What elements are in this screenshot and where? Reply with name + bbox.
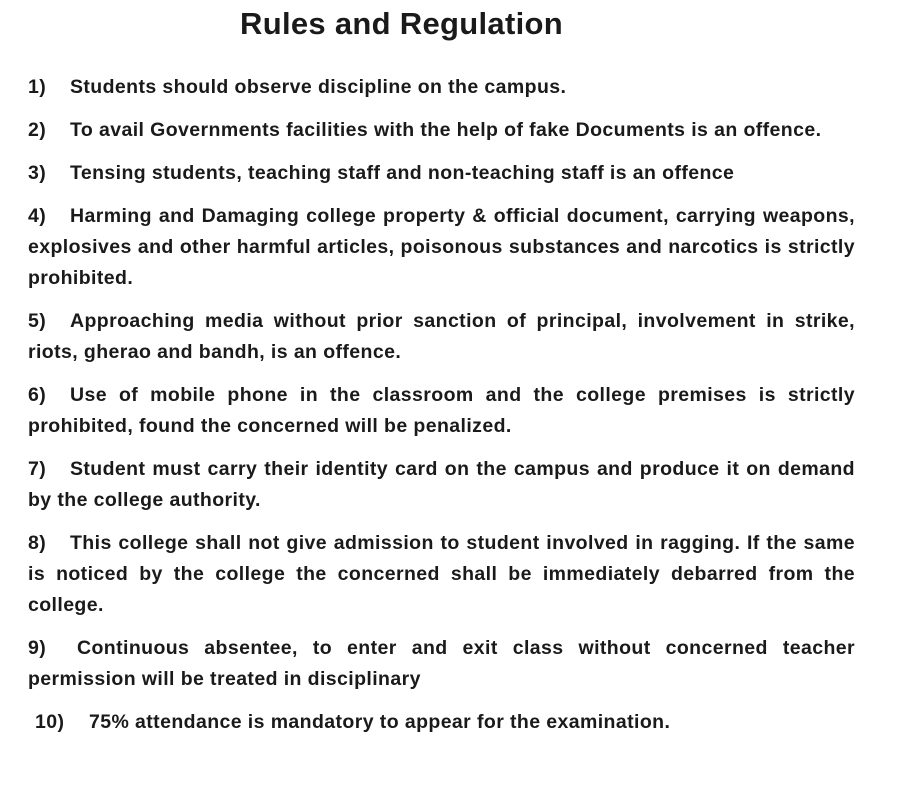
rule-number: 8) [28,532,47,554]
rule-number: 4) [28,205,47,227]
rule-number: 5) [28,310,47,332]
rule-text: 75% attendance is mandatory to appear for the examination. [89,711,671,733]
rule-text: Tensing students, teaching staff and non-teaching staff is an offence [70,162,735,184]
rule-item-3 [28,158,855,189]
rule-text: This college shall not give admission to student involved in ragging. If the same is noticed by the college the concerned shall be immediately debarred from the college. [28,532,855,616]
rule-number: 10) [35,711,65,733]
rule-text: Student must carry their identity card on the campus and produce it on demand by the college authority. [28,458,855,511]
rule-item-9 [28,633,855,695]
rule-item-8 [28,528,855,621]
rule-number: 6) [28,384,47,406]
rule-item-10 [28,707,855,738]
rule-text: Approaching media without prior sanction of principal, involvement in strike, riots, gherao and bandh, is an offence. [28,310,855,363]
rule-item-4 [28,201,855,294]
rule-text: To avail Governments facilities with the help of fake Documents is an offence. [70,119,822,141]
rule-item-6 [28,380,855,442]
page-title: Rules and Regulation [240,6,563,41]
rule-number: 7) [28,458,47,480]
rule-text: Continuous absentee, to enter and exit class without concerned teacher permission will be treated in disciplinary [28,637,855,690]
rule-text: Harming and Damaging college property & official document, carrying weapons, explosives and other harmful articles, poisonous substances and narcotics is strictly prohibited. [28,205,855,289]
rule-number: 3) [28,162,47,184]
rule-text: Use of mobile phone in the classroom and the college premises is strictly prohibited, found the concerned will be penalized. [28,384,855,437]
rule-number: 2) [28,119,47,141]
rule-text: Students should observe discipline on the campus. [70,76,567,98]
rule-number: 9) [28,637,47,659]
rule-item-2 [28,115,855,146]
rule-item-5 [28,306,855,368]
rule-item-7 [28,454,855,516]
rule-item-1 [28,72,855,103]
rules-list [28,72,855,750]
rule-number: 1) [28,76,47,98]
